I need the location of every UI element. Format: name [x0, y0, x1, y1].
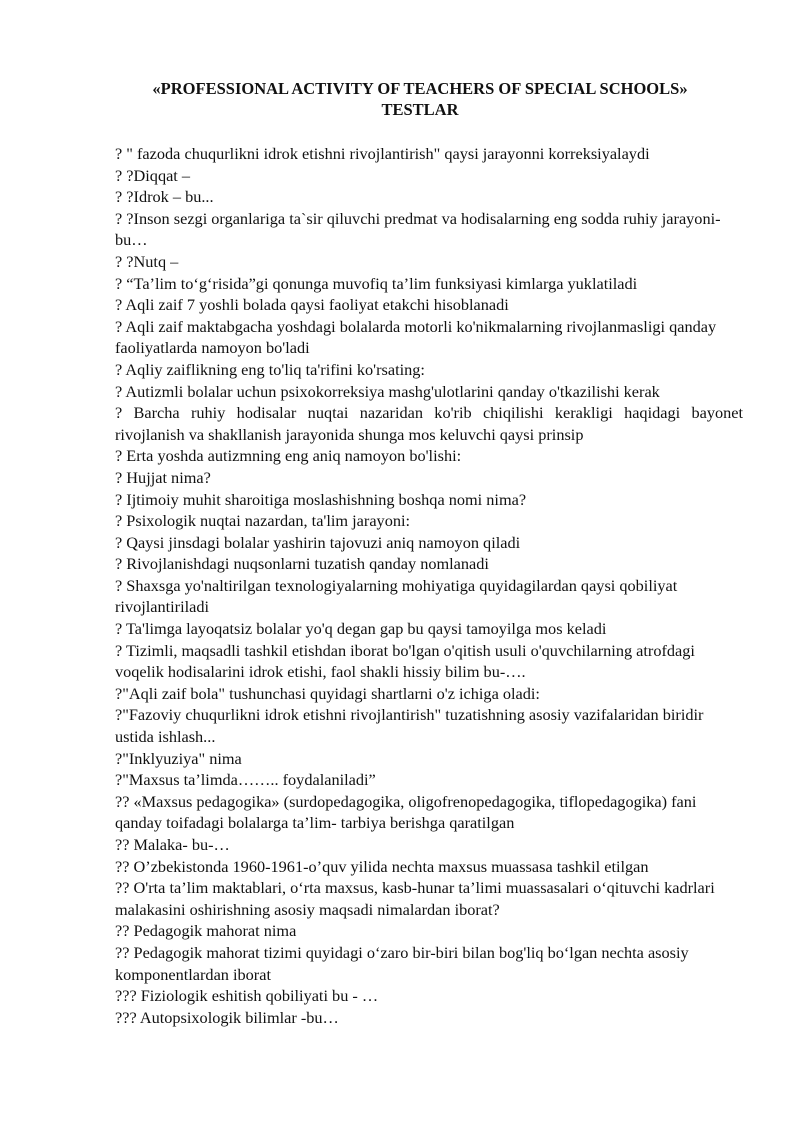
document-title-line-1: «PROFESSIONAL ACTIVITY OF TEACHERS OF SPECIAL SCHOOLS»: [152, 79, 688, 98]
question-item: ? Barcha ruhiy hodisalar nuqtai nazaridan ko'rib chiqilishi kerakligi haqidagi bayonet rivojlanish va shakllanish jarayonida shunga mos keluvchi qaysi prinsip: [115, 403, 743, 444]
question-item: ? Aqliy zaiflikning eng to'liq ta'rifini ko'rsating:: [115, 359, 425, 379]
question-item: ?? «Maxsus pedagogika» (surdopedagogika, oligofrenopedagogika, tiflopedagogika) fani qanday toifadagi bolalarga ta’lim- tarbiya berishga qaratilgan: [115, 791, 697, 833]
question-item: ?"Aqli zaif bola" tushunchasi quyidagi shartlarni o'z ichiga oladi:: [115, 683, 540, 703]
question-item: ?"Maxsus ta’limda…….. foydalaniladi”: [115, 770, 376, 790]
question-item: ? Ijtimoiy muhit sharoitiga moslashishning boshqa nomi nima?: [115, 489, 527, 509]
question-item: ? Psixologik nuqtai nazardan, ta'lim jarayoni:: [115, 511, 411, 531]
question-item: ? “Ta’lim to‘g‘risida”gi qonunga muvofiq ta’lim funksiyasi kimlarga yuklatiladi: [115, 273, 638, 293]
question-item: ? Erta yoshda autizmning eng aniq namoyon bo'lishi:: [115, 446, 462, 466]
question-item: ? ?Idrok – bu...: [115, 187, 214, 207]
question-item: ?? O’zbekistonda 1960-1961-o’quv yilida nechta maxsus muassasa tashkil etilgan: [115, 856, 649, 876]
question-item: ?? Pedagogik mahorat tizimi quyidagi o‘zaro bir-biri bilan bog'liq bo‘lgan nechta asosiy komponentlardan iborat: [115, 942, 689, 984]
question-item: ? ?Nutq –: [115, 251, 179, 271]
question-item: ??? Fiziologik eshitish qobiliyati bu - …: [115, 986, 379, 1006]
question-item: ? Aqli zaif 7 yoshli bolada qaysi faoliyat etakchi hisoblanadi: [115, 295, 509, 315]
question-item: ? Ta'limga layoqatsiz bolalar yo'q degan gap bu qaysi tamoyilga mos keladi: [115, 619, 607, 639]
question-item: ?? O'rta ta’lim maktablari, o‘rta maxsus, kasb-hunar ta’limi muassasalari o‘qituvchi kadrlari malakasini oshirishning asosiy maqsadi nimalardan iborat?: [115, 878, 715, 919]
question-item: ?? Malaka- bu-…: [115, 835, 230, 854]
question-item: ? Tizimli, maqsadli tashkil etishdan iborat bo'lgan o'qitish usuli o'quvchilarning atrofdagi voqelik hodisalarini idrok etishi, faol shakli hissiy bilim bu-….: [115, 640, 695, 682]
question-item: ? Aqli zaif maktabgacha yoshdagi bolalarda motorli ko'nikmalarning rivojlanmasligi qanday faoliyatlarda namoyon bo'ladi: [115, 316, 717, 358]
question-item: ? " fazoda chuqurlikni idrok etishni rivojlantirish" qaysi jarayonni korreksiyalaydi: [115, 144, 650, 163]
question-list: [115, 143, 743, 1028]
question-item: ? Qaysi jinsdagi bolalar yashirin tajovuzi aniq namoyon qiladi: [115, 532, 521, 552]
question-item: ? Shaxsga yo'naltirilgan texnologiyalarning mohiyatiga quyidagilardan qaysi qobiliyat rivojlantiriladi: [115, 575, 678, 617]
document-title: [100, 78, 740, 120]
question-item: ? Hujjat nima?: [115, 467, 211, 487]
question-item: ?? Pedagogik mahorat nima: [115, 921, 297, 941]
question-item: ? ?Inson sezgi organlariga ta`sir qiluvchi predmat va hodisalarning eng sodda ruhiy jarayoni-bu…: [115, 208, 721, 250]
question-item: ? Autizmli bolalar uchun psixokorreksiya mashg'ulotlarini qanday o'tkazilishi kerak: [115, 381, 660, 401]
question-item: ??? Autopsixologik bilimlar -bu…: [115, 1007, 339, 1027]
document-title-line-2: TESTLAR: [381, 100, 459, 119]
question-item: ? ?Diqqat –: [115, 165, 191, 185]
question-item: ? Rivojlanishdagi nuqsonlarni tuzatish qanday nomlanadi: [115, 554, 489, 574]
question-item: ?"Fazoviy chuqurlikni idrok etishni rivojlantirish" tuzatishning asosiy vazifalaridan biridir ustida ishlash...: [115, 705, 704, 747]
question-item: ?"Inklyuziya" nima: [115, 748, 242, 768]
